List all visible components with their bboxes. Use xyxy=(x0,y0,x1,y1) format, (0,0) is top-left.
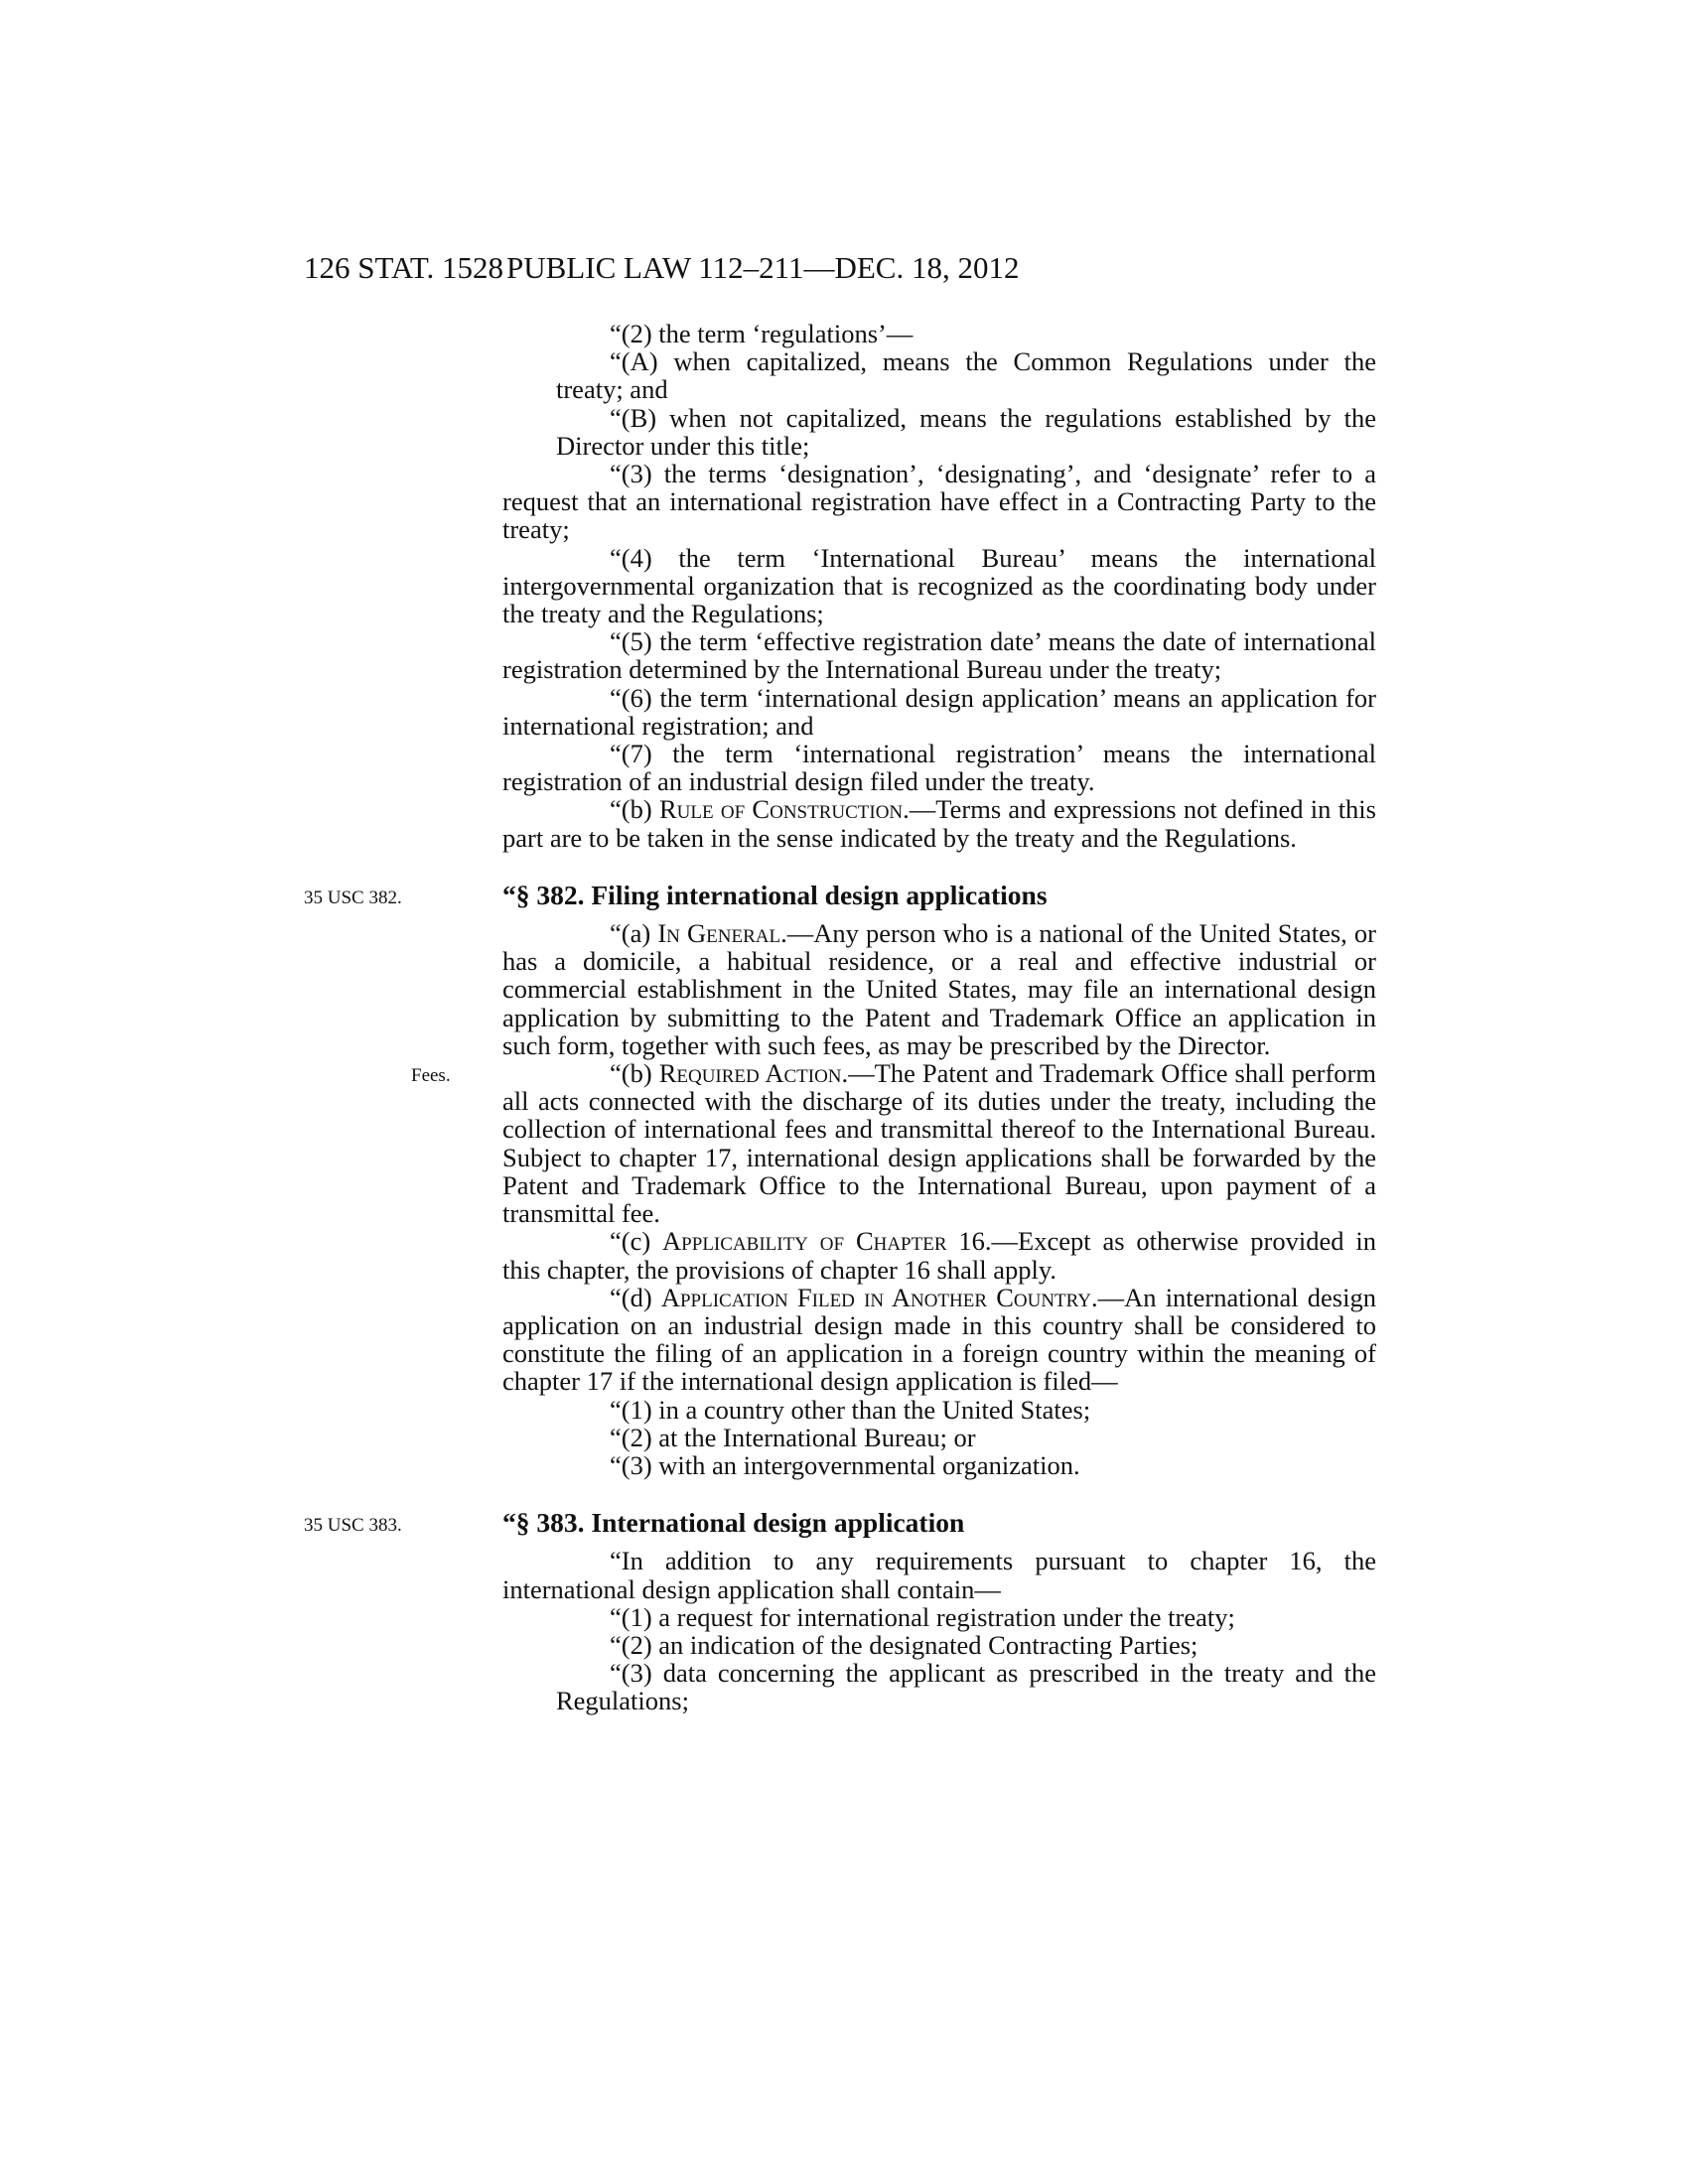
definition-3: “(3) the terms ‘designation’, ‘designating’, and ‘designate’ refer to a request that an international registration have effect in a Contracting Party to the treaty; xyxy=(502,459,1376,545)
subsection-text: .—Except as otherwise provided in this chapter, the provisions of chapter 16 shall apply. xyxy=(502,1226,1376,1285)
subsection-lead: “(c) xyxy=(610,1226,663,1257)
subsection-heading: Applicability of Chapter 16 xyxy=(662,1226,985,1257)
subsection-text: .—The Patent and Trademark Office shall perform all acts connected with the discharge of its duties under the treaty, including the collection of international fees and transmittal thereof to the International Bureau. Subject to chapter 17, international design applications shall be forwarded by the Patent and Trademark Office to the International Bureau, upon payment of a transmittal fee. xyxy=(502,1058,1376,1229)
definition-6: “(6) the term ‘international design application’ means an application for international registration; and xyxy=(502,682,1376,741)
subsection-lead: “(b) xyxy=(610,794,659,825)
section-382-heading xyxy=(304,879,1376,910)
margin-note-382: 35 USC 382. xyxy=(304,887,402,908)
paragraph-382d3: “(3) with an intergovernmental organization. xyxy=(610,1449,1080,1480)
subsection-382b xyxy=(411,1058,1376,1229)
stat-citation: 126 STAT. 1528 xyxy=(304,250,504,285)
subsection-heading: In General xyxy=(657,918,781,949)
subsection-382d xyxy=(502,1284,1376,1396)
definition-7: “(7) the term ‘international registration’ means the international registration of an industrial design filed under the treaty. xyxy=(502,739,1376,797)
document-body xyxy=(304,319,1376,1716)
item-383-3: “(3) data concerning the applicant as prescribed in the treaty and the Regulations; xyxy=(556,1658,1376,1716)
subsection-lead: “(a) xyxy=(610,918,658,949)
definition-4: “(4) the term ‘International Bureau’ means the international intergovernmental organization that is recognized as the coordinating body under the treaty and the Regulations; xyxy=(502,542,1376,629)
subsection-text: .—An international design application on an industrial design made in this country shall be considered to constitute the filing of an application in a foreign country within the meaning of chapter 17 if the international design application is filed— xyxy=(502,1282,1376,1397)
margin-note-fees: Fees. xyxy=(411,1065,451,1087)
public-law-title: PUBLIC LAW 112–211—DEC. 18, 2012 xyxy=(506,250,1020,285)
subsection-lead: “(d) xyxy=(610,1282,661,1312)
paragraph-382d1: “(1) in a country other than the United States; xyxy=(610,1394,1091,1425)
subsection-lead: “(b) xyxy=(610,1058,659,1089)
subsection-382c xyxy=(502,1227,1376,1283)
paragraph-382d2: “(2) at the International Bureau; or xyxy=(610,1422,976,1452)
definition-5: “(5) the term ‘effective registration date’ means the date of international registration determined by the International Bureau under the treaty; xyxy=(502,626,1376,685)
section-heading-text: “§ 383. International design application xyxy=(502,1507,965,1539)
section-heading-text: “§ 382. Filing international design applications xyxy=(502,879,1048,910)
definition-2b: “(B) when not capitalized, means the regulations established by the Director under this title; xyxy=(556,402,1376,461)
subsection-382a xyxy=(502,919,1376,1059)
definition-2a: “(A) when capitalized, means the Common Regulations under the treaty; and xyxy=(556,346,1376,405)
subsection-heading: Rule of Construction xyxy=(658,794,904,825)
rule-of-construction xyxy=(502,795,1376,851)
item-383-2: “(2) an indication of the designated Contracting Parties; xyxy=(610,1629,1198,1660)
subsection-heading: Required Action xyxy=(658,1058,842,1089)
section-383-intro: “In addition to any requirements pursuant to chapter 16, the international design application shall contain— xyxy=(502,1546,1376,1604)
section-383-heading xyxy=(304,1507,1376,1539)
definition-2: “(2) the term ‘regulations’— xyxy=(610,319,914,348)
item-383-1: “(1) a request for international registration under the treaty; xyxy=(610,1601,1235,1632)
subsection-text: .—Terms and expressions not defined in this part are to be taken in the sense indicated by the treaty and the Regulations. xyxy=(502,794,1376,853)
page-header xyxy=(0,250,1688,290)
subsection-text: .—Any person who is a national of the United States, or has a domicile, a habitual residence, or a real and effective industrial or commercial establishment in the United States, may file an international design application by submitting to the Patent and Trademark Office an application in such form, together with such fees, as may be prescribed by the Director. xyxy=(502,918,1376,1060)
margin-note-383: 35 USC 383. xyxy=(304,1515,402,1537)
subsection-heading: Application Filed in Another Country xyxy=(660,1282,1091,1312)
